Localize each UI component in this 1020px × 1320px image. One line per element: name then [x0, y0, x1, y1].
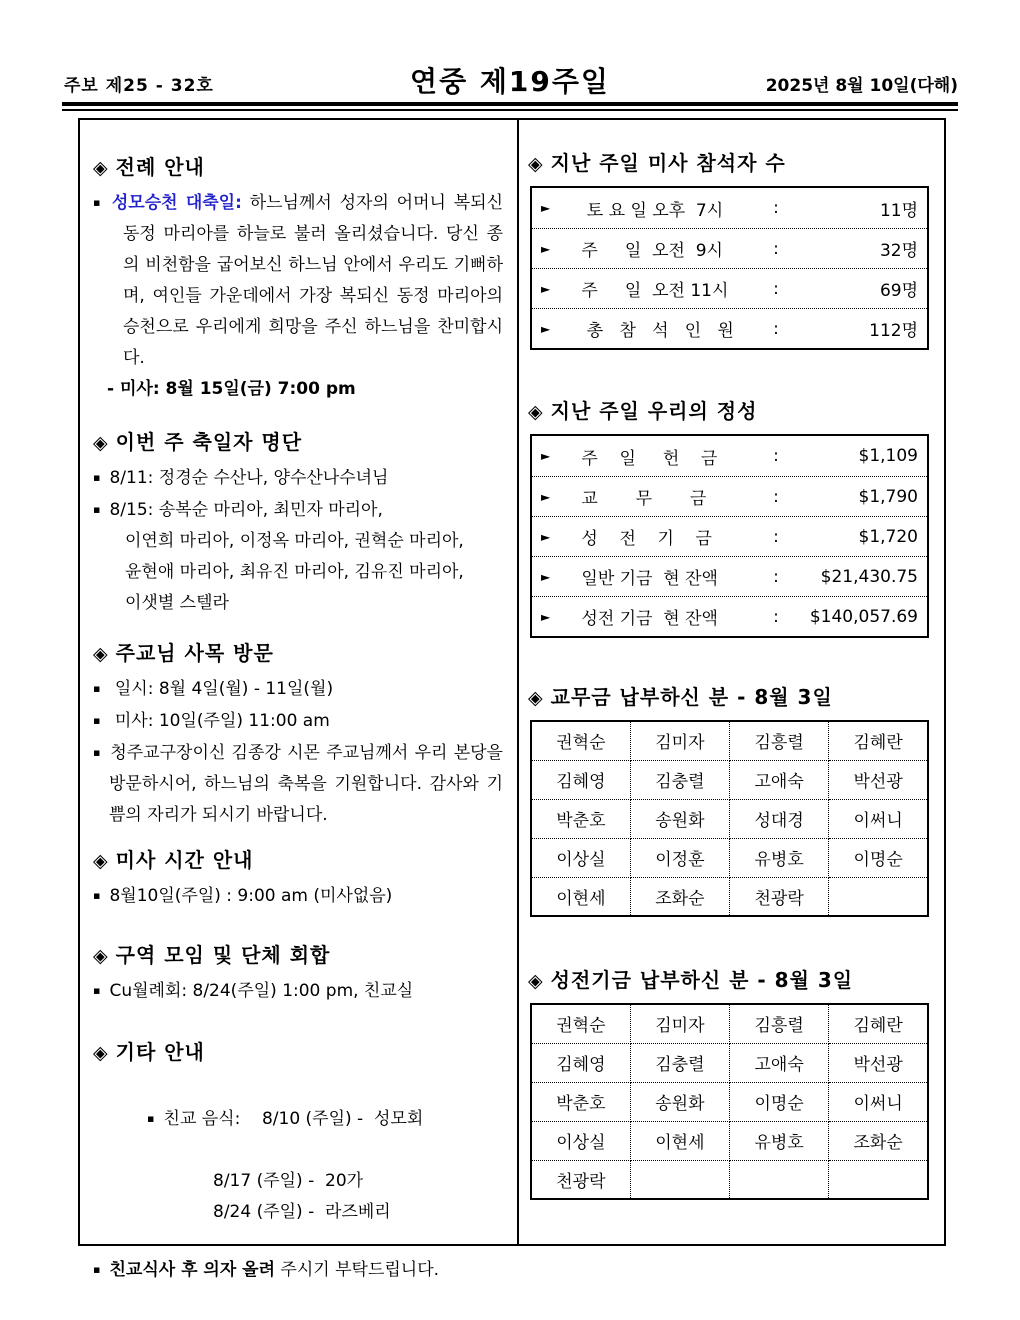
name-cell: 이명순	[730, 1082, 829, 1121]
mass-time-text: 8월10일(주일) : 9:00 am (미사없음)	[109, 886, 393, 906]
section-bishop-visit	[93, 640, 503, 831]
row-label: 일반 기금 현 잔액	[576, 569, 718, 589]
row-colon: :	[773, 526, 779, 547]
assumption-mass-line: - 미사: 8월 15일(금) 7:00 pm	[107, 379, 356, 399]
table-row	[532, 228, 927, 268]
section-title-text: 미사 시간 안내	[115, 848, 254, 872]
table-row	[532, 556, 927, 596]
arrow-icon: ►	[541, 281, 551, 296]
row-value: $1,720	[858, 526, 918, 547]
row-colon: :	[773, 278, 779, 299]
section-title-text: 이번 주 축일자 명단	[115, 430, 303, 454]
feast-name-label: 성모승천 대축일:	[111, 193, 242, 213]
name-cell: 성대경	[730, 799, 829, 838]
name-cell: 김혜영	[531, 1043, 630, 1082]
arrow-icon: ►	[541, 569, 551, 584]
name-cell: 김미자	[630, 721, 729, 760]
row-colon: :	[773, 446, 779, 466]
row-value: 69명	[879, 281, 918, 301]
left-column	[80, 120, 517, 1280]
issue-number: 주보 제25 - 32호	[64, 76, 214, 96]
diamond-icon: ◈	[528, 401, 544, 423]
diamond-icon: ◈	[528, 153, 544, 175]
food-label: 친교 음식:	[163, 1109, 241, 1129]
feast-item-text: 8/15: 송복순 마리아, 최민자 마리아,	[109, 500, 383, 520]
bishop-item	[93, 673, 503, 705]
section-title	[93, 154, 503, 181]
meeting-item-text: Cu월례회: 8/24(주일) 1:00 pm, 친교실	[109, 981, 414, 1001]
name-cell: 이상실	[531, 1121, 630, 1160]
section-title-text: 성전기금 납부하신 분 - 8월 3일	[550, 968, 854, 992]
row-label: 총 참 석 인 원	[576, 321, 734, 341]
name-cell: 김충렬	[630, 1043, 729, 1082]
square-bullet-icon: ▪	[93, 746, 102, 759]
section-title-text: 전례 안내	[115, 155, 205, 179]
section-title	[93, 942, 503, 969]
table-row	[531, 1004, 928, 1043]
arrow-icon: ►	[541, 241, 551, 256]
row-label: 주 일 헌 금	[576, 448, 718, 469]
name-cell: 천광락	[531, 1160, 630, 1199]
feast-item	[93, 462, 503, 494]
square-bullet-icon: ▪	[93, 984, 101, 997]
section-liturgy	[93, 154, 503, 405]
liturgy-text: 하느님께서 성자의 어머니 복되신 동정 마리아를 하늘로 불러 올리셨습니다. 당신 종의 비천함을 굽어보신 하느님 안에서 우리도 기뻐하며, 여인들 가운데에서 가장 복되신 동정 마리아의 승천으로 우리에게 희망을 주신 하느님을 찬미합시다.	[123, 193, 503, 368]
table-row	[531, 721, 928, 760]
rule-thick	[62, 102, 958, 106]
section-title	[528, 684, 932, 711]
section-building-fund-payers	[528, 967, 932, 1200]
diamond-icon: ◈	[93, 157, 109, 179]
square-bullet-icon: ▪	[93, 196, 103, 209]
table-row	[531, 1082, 928, 1121]
name-cell: 이현세	[630, 1121, 729, 1160]
section-title	[93, 847, 503, 874]
table-row	[531, 799, 928, 838]
square-bullet-icon: ▪	[93, 503, 101, 516]
section-title	[93, 640, 503, 667]
feast-item-text: 8/11: 정경순 수산나, 양수산나수녀님	[109, 468, 389, 488]
diamond-icon: ◈	[528, 970, 544, 992]
name-cell: 이정훈	[630, 838, 729, 877]
section-title	[93, 1039, 503, 1066]
row-value: 112명	[869, 321, 918, 341]
rule-thin	[62, 109, 958, 111]
row-label: 주 일 오전 11시	[576, 281, 729, 301]
name-cell: 박선광	[829, 760, 928, 799]
feast-item-continuation: 윤현애 마리아, 최유진 마리아, 김유진 마리아,	[125, 562, 464, 582]
meeting-item	[93, 975, 503, 1007]
square-bullet-icon: ▪	[147, 1112, 155, 1125]
chairs-request-line	[93, 1254, 503, 1286]
table-row	[531, 877, 928, 916]
diamond-icon: ◈	[528, 687, 544, 709]
attendance-table	[530, 186, 929, 350]
food-entry: 8/10 (주일) - 성모회	[261, 1109, 424, 1129]
name-cell: 조화순	[630, 877, 729, 916]
name-cell: 조화순	[829, 1121, 928, 1160]
page-title: 연중 제19주일	[410, 65, 610, 98]
bishop-item	[93, 737, 503, 831]
table-row	[531, 1160, 928, 1199]
content-box	[78, 118, 946, 1280]
name-cell: 이상실	[531, 838, 630, 877]
name-cell: 박선광	[829, 1043, 928, 1082]
table-row	[532, 436, 927, 476]
table-row	[532, 188, 927, 228]
name-cell: 권혁순	[531, 1004, 630, 1043]
name-cell: 박춘호	[531, 799, 630, 838]
table-row	[531, 1121, 928, 1160]
diamond-icon: ◈	[93, 432, 109, 454]
arrow-icon: ►	[541, 321, 551, 336]
square-bullet-icon: ▪	[93, 1263, 101, 1276]
section-title-text: 교무금 납부하신 분 - 8월 3일	[550, 685, 833, 709]
section-title-text: 지난 주일 미사 참석자 수	[550, 151, 786, 175]
table-row	[532, 516, 927, 556]
row-colon: :	[773, 198, 779, 218]
page-header	[62, 62, 958, 100]
name-cell: 김충렬	[630, 760, 729, 799]
section-feast-list	[93, 429, 503, 619]
chairs-request-rest: 주시기 부탁드립니다.	[275, 1260, 440, 1280]
diamond-icon: ◈	[93, 945, 109, 967]
name-cell: 송원화	[630, 1082, 729, 1121]
arrow-icon: ►	[541, 529, 551, 544]
section-title-text: 주교님 사목 방문	[115, 641, 274, 665]
section-title	[528, 967, 932, 994]
page-date: 2025년 8월 10일(다해)	[765, 76, 958, 96]
row-label: 교 무 금	[576, 489, 707, 509]
name-cell: 이써니	[829, 799, 928, 838]
name-cell: 김흥렬	[730, 1004, 829, 1043]
section-mass-time	[93, 847, 503, 912]
table-row	[532, 308, 927, 348]
section-title	[528, 150, 932, 177]
name-cell: 김흥렬	[730, 721, 829, 760]
row-value: $1,109	[858, 446, 918, 466]
food-schedule-line	[93, 1072, 503, 1166]
arrow-icon: ►	[541, 449, 551, 463]
offering-table	[530, 434, 929, 638]
row-value: 32명	[879, 241, 918, 261]
name-cell: 고애숙	[730, 1043, 829, 1082]
name-cell: 김혜란	[829, 721, 928, 760]
section-offering	[528, 398, 932, 638]
bishop-item-text: 청주교구장이신 김종강 시몬 주교님께서 우리 본당을 방문하시어, 하느님의 축복을 기원합니다. 감사와 기쁨의 자리가 되시기 바랍니다.	[109, 743, 503, 825]
mass-time-item	[93, 880, 503, 912]
header-double-rule	[62, 102, 958, 111]
table-row	[532, 268, 927, 308]
row-label: 성전 기금 현 잔액	[576, 609, 718, 629]
diamond-icon: ◈	[93, 643, 109, 665]
name-cell: 유병호	[730, 838, 829, 877]
table-row	[532, 476, 927, 516]
row-value: $21,430.75	[820, 566, 918, 587]
building-fund-name-table	[530, 1003, 929, 1200]
arrow-icon: ►	[541, 201, 551, 215]
section-title-text: 지난 주일 우리의 정성	[550, 399, 758, 423]
row-label: 토 요 일 오후 7시	[576, 200, 724, 221]
food-schedule-line: 8/17 (주일) - 20가	[213, 1171, 364, 1191]
name-cell: 고애숙	[730, 760, 829, 799]
name-cell: 이현세	[531, 877, 630, 916]
name-cell	[829, 1160, 928, 1199]
row-label: 주 일 오전 9시	[576, 241, 723, 261]
feast-item-continuation: 이샛별 스텔라	[125, 593, 229, 613]
name-cell	[829, 877, 928, 916]
name-cell: 김미자	[630, 1004, 729, 1043]
feast-item-continuation: 이연희 마리아, 이정옥 마리아, 권혁순 마리아,	[125, 531, 464, 551]
square-bullet-icon: ▪	[93, 682, 101, 695]
name-cell: 천광락	[730, 877, 829, 916]
row-colon: :	[773, 606, 779, 627]
section-attendance	[528, 150, 932, 350]
section-title-text: 구역 모임 및 단체 회합	[115, 943, 331, 967]
row-colon: :	[773, 486, 779, 507]
bishop-item-text: 미사: 10일(주일) 11:00 am	[114, 711, 330, 731]
row-colon: :	[773, 238, 779, 259]
section-etc	[93, 1039, 503, 1228]
arrow-icon: ►	[541, 489, 551, 504]
name-cell: 이써니	[829, 1082, 928, 1121]
table-row	[532, 596, 927, 636]
bishop-item-text: 일시: 8월 4일(월) - 11일(월)	[114, 679, 334, 699]
table-row	[531, 838, 928, 877]
row-value: $1,790	[858, 486, 918, 507]
bishop-item	[93, 705, 503, 737]
right-column	[517, 120, 944, 1244]
row-colon: :	[773, 318, 779, 339]
name-cell: 송원화	[630, 799, 729, 838]
row-colon: :	[773, 566, 779, 587]
section-dues-payers	[528, 684, 932, 917]
section-title	[93, 429, 503, 456]
row-value: 11명	[879, 200, 918, 221]
row-value: $140,057.69	[809, 606, 918, 627]
chairs-request-bold: 친교식사 후 의자 올려	[109, 1260, 276, 1280]
arrow-icon: ►	[541, 609, 551, 624]
square-bullet-icon: ▪	[93, 714, 101, 727]
square-bullet-icon: ▪	[93, 889, 101, 902]
diamond-icon: ◈	[93, 1042, 109, 1064]
square-bullet-icon: ▪	[93, 471, 101, 484]
section-title	[528, 398, 932, 425]
name-cell	[630, 1160, 729, 1199]
name-cell: 김혜영	[531, 760, 630, 799]
dues-name-table	[530, 720, 929, 917]
feast-item	[93, 494, 503, 526]
liturgy-paragraph	[93, 187, 503, 374]
name-cell: 권혁순	[531, 721, 630, 760]
section-group-meetings	[93, 942, 503, 1007]
food-schedule-line: 8/24 (주일) - 라즈베리	[213, 1202, 391, 1222]
row-label: 성 전 기 금	[576, 529, 712, 549]
diamond-icon: ◈	[93, 850, 109, 872]
table-row	[531, 760, 928, 799]
section-title-text: 기타 안내	[115, 1040, 205, 1064]
name-cell: 유병호	[730, 1121, 829, 1160]
table-row	[531, 1043, 928, 1082]
name-cell: 박춘호	[531, 1082, 630, 1121]
name-cell	[730, 1160, 829, 1199]
name-cell: 김혜란	[829, 1004, 928, 1043]
name-cell: 이명순	[829, 838, 928, 877]
